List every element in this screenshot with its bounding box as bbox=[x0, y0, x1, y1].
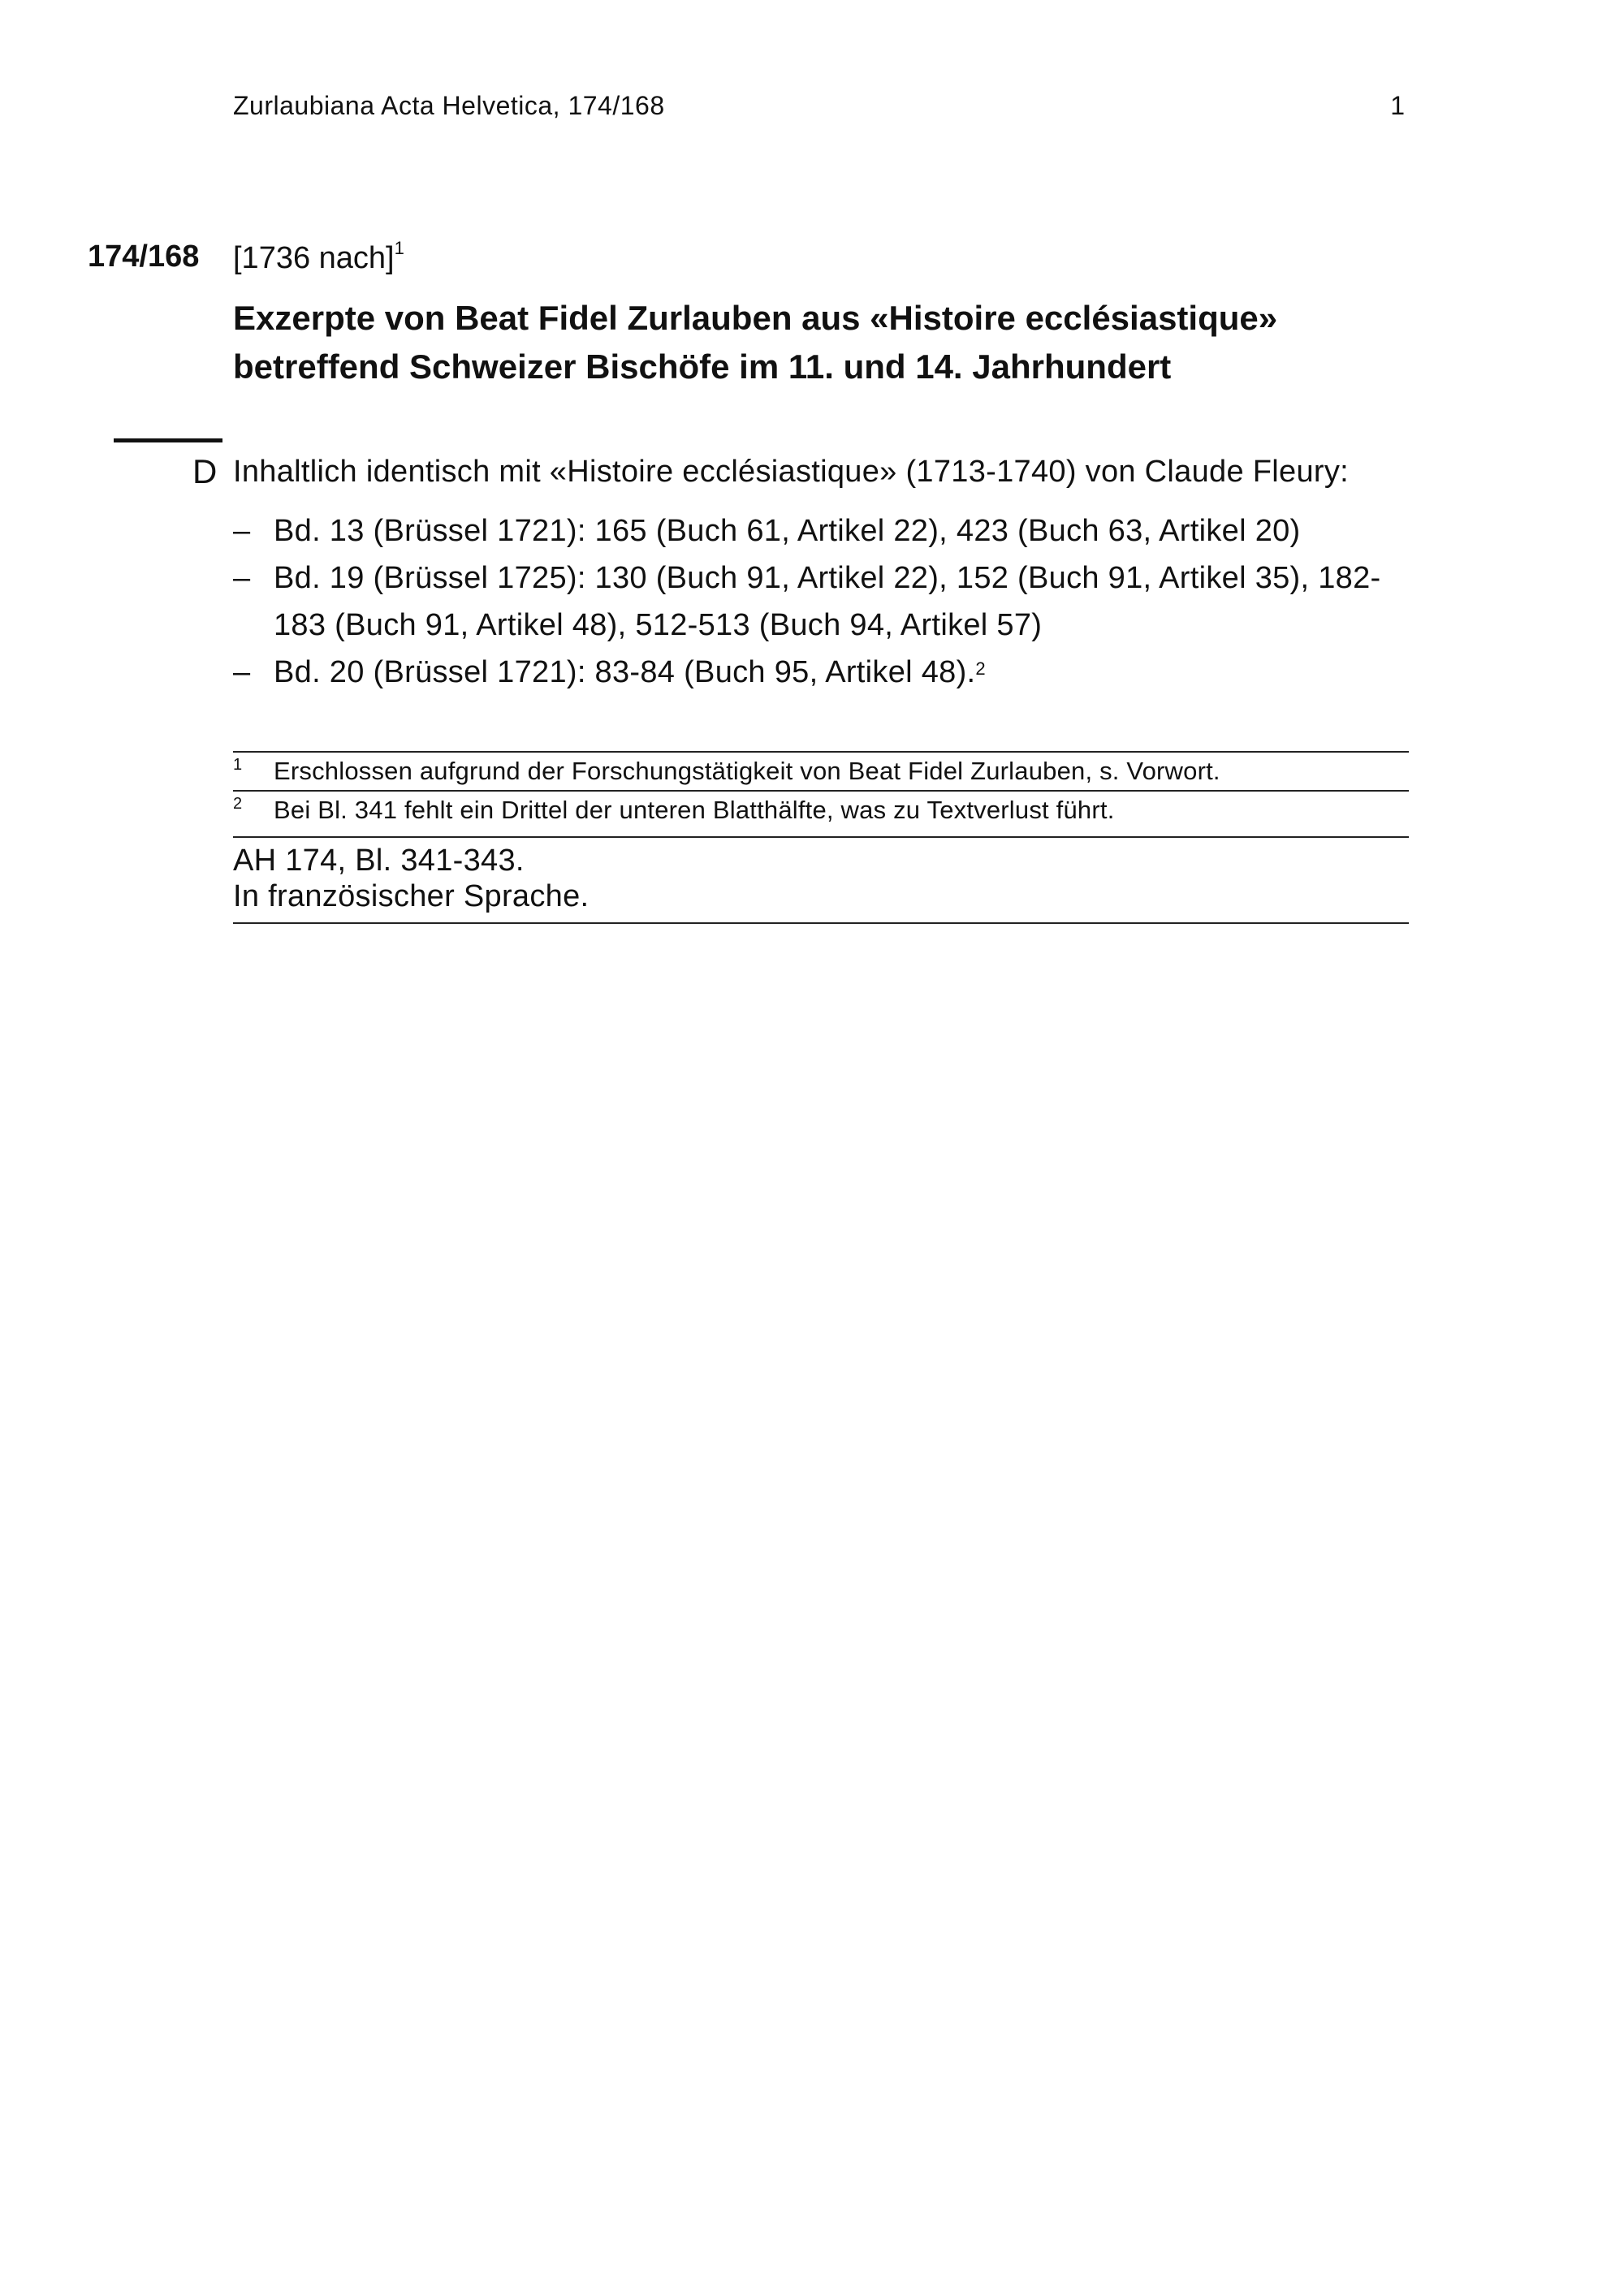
dash-bullet: – bbox=[233, 655, 251, 689]
document-heading-line-1: Exzerpte von Beat Fidel Zurlauben aus «Histoire ecclésiastique» bbox=[233, 299, 1278, 337]
list-item-text: Bd. 20 (Brüssel 1721): 83-84 (Buch 95, Artikel 48). bbox=[274, 655, 976, 689]
footnote-reference-1[interactable]: 1 bbox=[394, 238, 404, 258]
footnote-mark: 2 bbox=[233, 795, 243, 813]
list-item bbox=[233, 649, 1419, 696]
dash-bullet: – bbox=[233, 514, 251, 548]
document-number: 174/168 bbox=[88, 240, 200, 274]
section-rule bbox=[114, 438, 222, 442]
document-date-text: [1736 nach] bbox=[233, 241, 395, 275]
footnote-text: Erschlossen aufgrund der Forschungstätigkeit von Beat Fidel Zurlauben, s. Vorwort. bbox=[274, 757, 1220, 785]
running-header-title: Zurlaubiana Acta Helvetica, 174/168 bbox=[233, 91, 665, 120]
list-item bbox=[233, 555, 1419, 649]
source-language: In französischer Sprache. bbox=[233, 879, 590, 913]
list-item-text: Bd. 19 (Brüssel 1725): 130 (Buch 91, Artikel 22), 152 (Buch 91, Artikel 35), 182-183 (Buch 91, Artikel 48), 512-513 (Buch 94, Artikel 57) bbox=[274, 561, 1381, 642]
footnotes bbox=[233, 751, 1409, 829]
list-item-text: Bd. 13 (Brüssel 1721): 165 (Buch 61, Artikel 22), 423 (Buch 63, Artikel 20) bbox=[274, 514, 1301, 548]
volume-list bbox=[233, 507, 1419, 696]
source-block bbox=[233, 836, 1409, 924]
source-reference: AH 174, Bl. 341-343. bbox=[233, 844, 525, 878]
footnote-1 bbox=[233, 753, 1409, 790]
document-date bbox=[233, 238, 404, 276]
section-intro: Inhaltlich identisch mit «Histoire ecclésiastique» (1713-1740) von Claude Fleury: bbox=[233, 455, 1349, 489]
document-heading bbox=[233, 294, 1419, 391]
footnote-mark: 1 bbox=[233, 756, 243, 774]
document-heading-line-2: betreffend Schweizer Bischöfe im 11. und 14. Jahrhundert bbox=[233, 347, 1172, 386]
dash-bullet: – bbox=[233, 561, 251, 595]
page-number: 1 bbox=[1390, 91, 1405, 120]
footnote-text: Bei Bl. 341 fehlt ein Drittel der unteren Blatthälfte, was zu Textverlust führt. bbox=[274, 796, 1115, 824]
list-item bbox=[233, 507, 1419, 555]
section-marker: D bbox=[192, 452, 218, 490]
footnote-2 bbox=[233, 790, 1409, 829]
footnote-reference-2[interactable]: 2 bbox=[975, 658, 986, 679]
